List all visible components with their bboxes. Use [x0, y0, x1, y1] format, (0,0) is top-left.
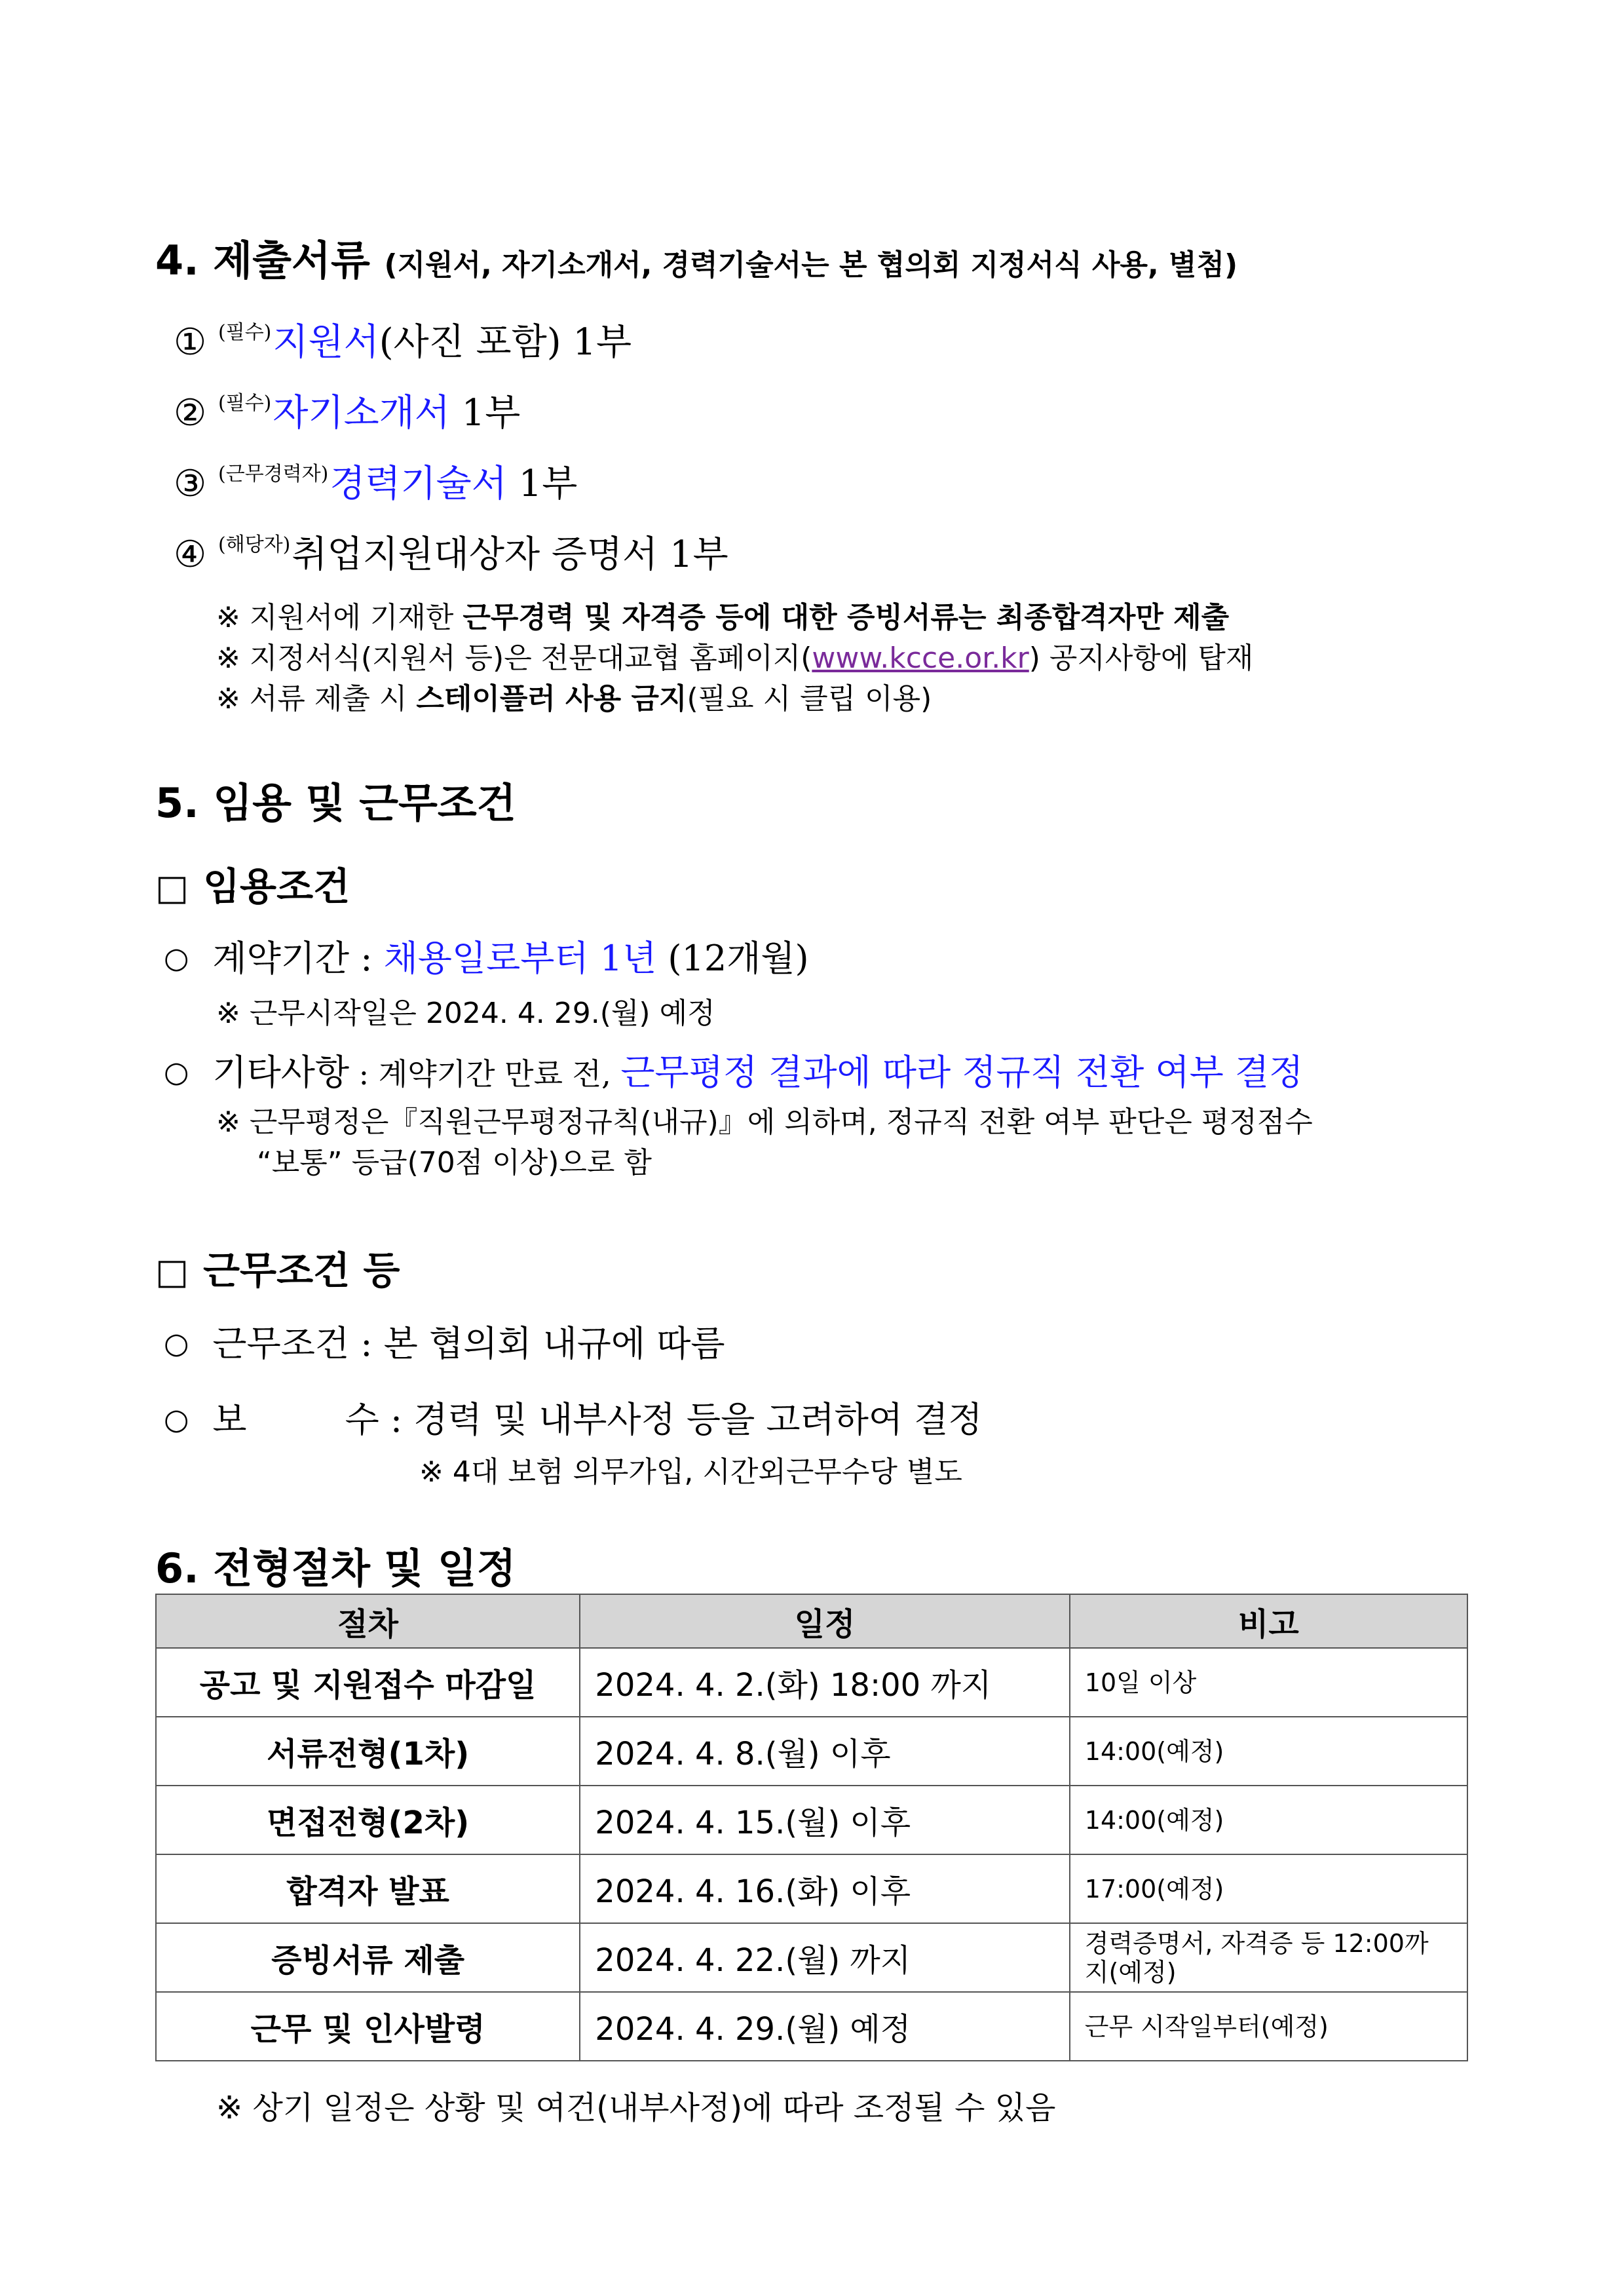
section-4-title: 4. 제출서류 — [155, 237, 370, 284]
note-emphasis: 근무경력 및 자격증 등에 대한 증빙서류는 최종합격자만 제출 — [463, 601, 1230, 634]
schedule-footnote: ※ 상기 일정은 상황 및 여건(내부사정)에 따라 조정될 수 있음 — [216, 2090, 1056, 2126]
step-cell: 증빙서류 제출 — [156, 1923, 580, 1992]
note-cell: 10일 이상 — [1070, 1648, 1467, 1717]
note-text: ) 공지사항에 탑재 — [1029, 641, 1254, 675]
note-1 — [216, 594, 1229, 636]
etc-value: 근무평정 결과에 따라 정규직 전환 여부 결정 — [620, 1052, 1304, 1093]
section-4-heading — [155, 228, 1237, 286]
step-cell: 서류전형(1차) — [156, 1717, 580, 1786]
note-2 — [216, 634, 1253, 676]
pay-value: : 경력 및 내부사정 등을 고려하여 결정 — [390, 1399, 983, 1440]
document-item-2 — [174, 384, 520, 436]
document-item-1 — [174, 313, 632, 366]
section-4-subtitle: (지원서, 자기소개서, 경력기술서는 본 협의회 지정서식 사용, 별첨) — [384, 248, 1238, 282]
note-text: ※ 지정서식(지원서 등)은 전문대교협 홈페이지( — [216, 641, 812, 675]
table-row — [156, 1717, 1467, 1786]
item-rest: 1부 — [449, 392, 521, 434]
note-text: ※ 지원서에 기재한 — [216, 601, 463, 634]
circle-bullet-icon: ○ — [164, 1403, 189, 1436]
subsection-work-conditions — [155, 1240, 400, 1295]
contract-period-row — [164, 930, 809, 981]
table-row — [156, 1786, 1467, 1854]
note-cell: 17:00(예정) — [1070, 1854, 1467, 1923]
subsection-title: 근무조건 등 — [203, 1248, 400, 1293]
date-cell: 2024. 4. 2.(화) 18:00 까지 — [580, 1648, 1069, 1717]
circle-bullet-icon: ○ — [164, 942, 189, 975]
item-name: 경력기술서 — [330, 463, 507, 505]
table-header-row — [156, 1594, 1467, 1648]
pay-label-second: 수 — [345, 1399, 379, 1440]
etc-mid: : 계약기간 만료 전, — [349, 1056, 621, 1092]
item-rest: (사진 포함) 1부 — [379, 321, 632, 364]
item-rest: 1부 — [658, 533, 728, 576]
step-cell: 근무 및 인사발령 — [156, 1992, 580, 2061]
item-name: 지원서 — [273, 321, 379, 364]
subsection-title: 임용조건 — [203, 864, 350, 909]
etc-row — [164, 1044, 1303, 1095]
contract-rest: (12개월) — [656, 938, 809, 979]
table-row — [156, 1923, 1467, 1992]
pay-note: ※ 4대 보험 의무가입, 시간외근무수당 별도 — [419, 1455, 962, 1489]
circle-bullet-icon: ○ — [164, 1056, 189, 1089]
date-cell: 2024. 4. 22.(월) 까지 — [580, 1923, 1069, 1992]
item-name: 자기소개서 — [273, 392, 450, 434]
date-cell: 2024. 4. 15.(월) 이후 — [580, 1786, 1069, 1854]
column-header-step: 절차 — [156, 1594, 580, 1648]
note-text: (필요 시 클립 이용) — [687, 682, 932, 716]
note-cell: 14:00(예정) — [1070, 1786, 1467, 1854]
note-cell: 근무 시작일부터(예정) — [1070, 1992, 1467, 2061]
item-tag: (근무경력자) — [218, 463, 329, 486]
item-number: ④ — [174, 533, 207, 576]
schedule-table — [155, 1594, 1468, 2061]
etc-label: 기타사항 — [212, 1052, 350, 1093]
contract-label: 계약기간 : — [212, 938, 384, 979]
item-number: ① — [174, 321, 207, 364]
item-rest: 1부 — [506, 463, 578, 505]
item-tag: (필수) — [218, 321, 272, 344]
table-row — [156, 1992, 1467, 2061]
item-tag: (해당자) — [218, 533, 291, 556]
step-cell: 공고 및 지원접수 마감일 — [156, 1648, 580, 1717]
table-row — [156, 1854, 1467, 1923]
document-item-3 — [174, 455, 577, 507]
checkbox-square-icon: □ — [155, 1251, 189, 1292]
item-name: 취업지원대상자 증명서 — [292, 533, 658, 576]
etc-note-line2: “보통” 등급(70점 이상)으로 함 — [257, 1146, 652, 1179]
kcce-homepage-link[interactable]: www.kcce.or.kr — [812, 641, 1029, 675]
date-cell: 2024. 4. 29.(월) 예정 — [580, 1992, 1069, 2061]
note-cell: 경력증명서, 자격증 등 12:00까지(예정) — [1070, 1923, 1467, 1992]
note-text: ※ 서류 제출 시 — [216, 682, 417, 716]
contract-note: ※ 근무시작일은 2024. 4. 29.(월) 예정 — [216, 997, 715, 1030]
pay-label-first: 보 — [212, 1399, 247, 1440]
etc-note-line1: ※ 근무평정은『직원근무평정규칙(내규)』에 의하며, 정규직 전환 여부 판단은 평정점수 — [216, 1105, 1313, 1139]
item-number: ③ — [174, 463, 207, 505]
date-cell: 2024. 4. 8.(월) 이후 — [580, 1717, 1069, 1786]
subsection-employment — [155, 856, 350, 911]
work-condition-row — [164, 1316, 725, 1366]
date-cell: 2024. 4. 16.(화) 이후 — [580, 1854, 1069, 1923]
pay-row — [164, 1392, 983, 1442]
column-header-date: 일정 — [580, 1594, 1069, 1648]
work-condition-text: 근무조건 : 본 협의회 내규에 따름 — [212, 1323, 725, 1364]
section-5-title: 5. 임용 및 근무조건 — [155, 779, 516, 827]
column-header-note: 비고 — [1070, 1594, 1467, 1648]
section-6-title: 6. 전형절차 및 일정 — [155, 1544, 516, 1592]
table-row — [156, 1648, 1467, 1717]
item-tag: (필수) — [218, 392, 272, 415]
document-item-4 — [174, 526, 728, 578]
note-emphasis: 스테이플러 사용 금지 — [416, 682, 687, 716]
circle-bullet-icon: ○ — [164, 1327, 189, 1360]
step-cell: 면접전형(2차) — [156, 1786, 580, 1854]
step-cell: 합격자 발표 — [156, 1854, 580, 1923]
note-cell: 14:00(예정) — [1070, 1717, 1467, 1786]
checkbox-square-icon: □ — [155, 867, 189, 908]
contract-value: 채용일로부터 1년 — [383, 938, 657, 979]
note-3 — [216, 675, 932, 717]
item-number: ② — [174, 392, 207, 434]
